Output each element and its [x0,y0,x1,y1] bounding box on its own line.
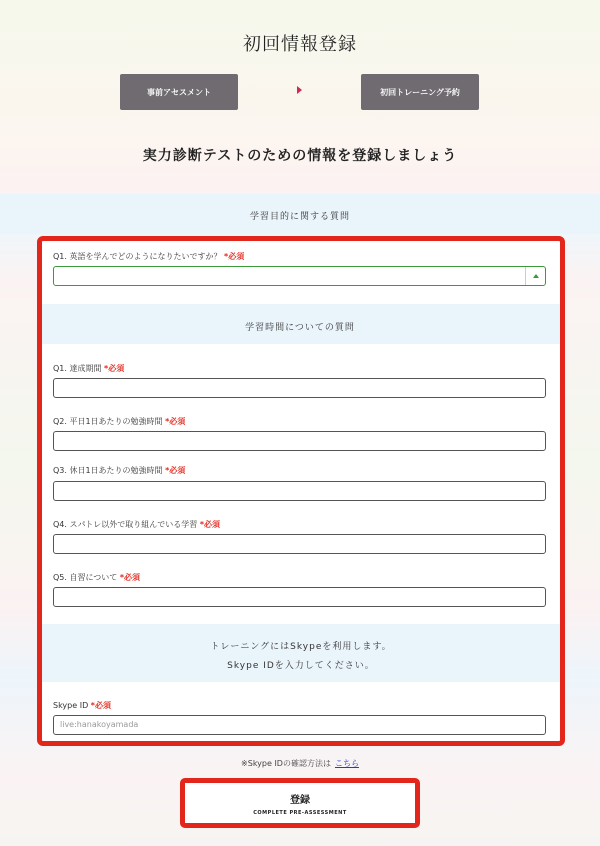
time-q2-text: Q2. 平日1日あたりの勉強時間 [53,417,163,426]
submit-button[interactable] [180,778,420,828]
skype-id-label [53,700,111,711]
time-q1-label [53,363,124,374]
section2-title: 学習時間についての質問 [245,323,355,333]
page-subtitle: 実力診断テストのための情報を登録しましょう [142,148,458,164]
purpose-select[interactable] [53,266,546,286]
skype-id-input[interactable] [53,715,546,735]
required-mark: *必須 [165,417,186,426]
time-q3-text: Q3. 休日1日あたりの勉強時間 [53,466,163,475]
page-title: 初回情報登録 [243,34,357,55]
required-mark: *必須 [224,252,245,261]
time-q5-text: Q5. 自習について [53,573,118,582]
time-q1-input[interactable] [53,378,546,398]
required-mark: *必須 [104,364,125,373]
skype-notice-line1: トレーニングにはSkypeを利用します。 [210,642,392,652]
step-arrow-icon [297,86,302,94]
select-toggle[interactable] [525,267,545,285]
required-mark: *必須 [90,701,111,710]
required-mark: *必須 [165,466,186,475]
step-pre-assessment: 事前アセスメント [120,74,238,110]
required-mark: *必須 [199,520,221,529]
purpose-q1-text: Q1. 英語を学んでどのようになりたいですか？ [53,252,222,261]
step-training-booking: 初回トレーニング予約 [361,74,479,110]
time-q1-text: Q1. 達成期間 [53,364,102,373]
time-q2-input[interactable] [53,431,546,451]
time-q3-input[interactable] [53,481,546,501]
purpose-q1-label [53,251,244,262]
time-q4-text: Q4. スパトレ以外で取り組んでいる学習 [53,520,198,529]
triangle-up-icon [533,274,539,278]
skype-help-text: ※Skype IDの確認方法は [241,759,331,768]
skype-notice [42,624,560,682]
skype-id-text: Skype ID [53,701,89,710]
skype-help-link[interactable]: こちら [334,759,359,768]
time-q5-label [53,572,140,583]
skype-help-note [0,758,600,769]
time-q4-input[interactable] [53,534,546,554]
submit-label: 登録 [290,795,310,806]
section1-title: 学習目的に関する質問 [249,212,350,222]
time-q4-label [53,519,220,530]
time-q2-label [53,416,185,427]
skype-id-placeholder: live:hanakoyamada [60,720,139,729]
skype-notice-line2: Skype IDを入力してください。 [227,661,375,671]
required-mark: *必須 [119,573,141,582]
time-q5-input[interactable] [53,587,546,607]
time-q3-label [53,465,185,476]
submit-sublabel: COMPLETE PRE-ASSESSMENT [253,810,347,816]
